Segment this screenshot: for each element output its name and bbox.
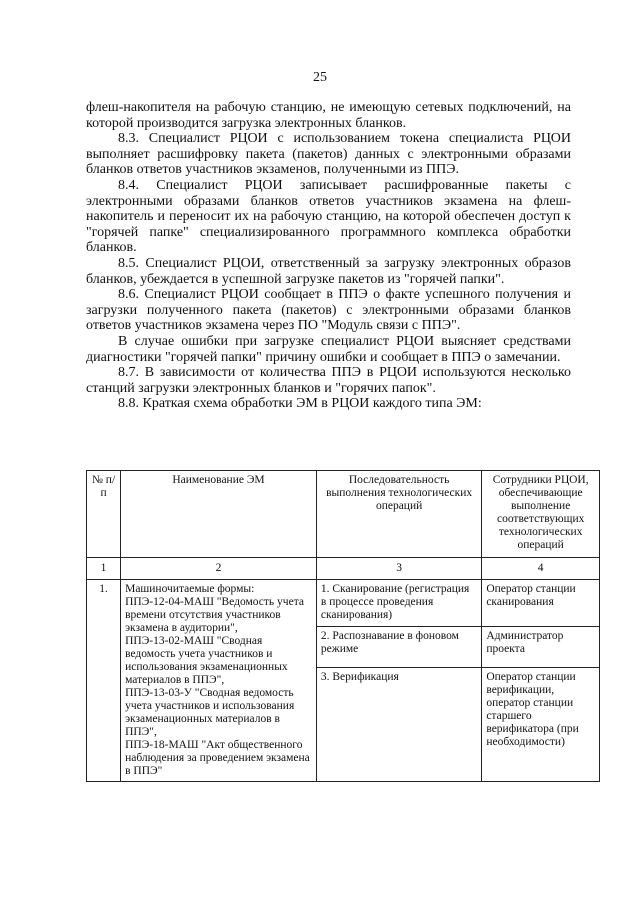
column-number-3: 3 (316, 558, 481, 580)
staff-project-admin: Администратор проекта (482, 627, 599, 668)
paragraph-8-6: 8.6. Специалист РЦОИ сообщает в ППЭ о факте успешного получения и загрузки полученного пакета (пакетов) с электронными образами бланков ответов участников экзамена через ПО "Модуль связи с ППЭ". (86, 287, 571, 334)
staff-cell (482, 580, 600, 782)
staff-verification-operator: Оператор станции верификации, оператор станции старшего верификатора (при необходимости) (486, 671, 579, 748)
paragraph-8-4: 8.4. Специалист РЦОИ записывает расшифрованные пакеты с электронными образами бланков ответов участников экзамена на флеш-накопитель и переносит их на рабочую станцию, на которой обеспечен доступ к "горячей папке" специализированного программного комплекса обработки бланков. (86, 177, 571, 256)
header-staff: Сотрудники РЦОИ, обеспечивающие выполнение соответствующих технологических операций (482, 471, 600, 558)
em-processing-table (86, 470, 600, 782)
header-number: № п/п (87, 471, 121, 558)
header-em-name: Наименование ЭМ (121, 471, 317, 558)
paragraph-8-5: 8.5. Специалист РЦОИ, ответственный за загрузку электронных образов бланков, убеждается в успешной загрузке пакетов из "горячей папки". (86, 255, 571, 287)
paragraph-continuation: флеш-накопителя на рабочую станцию, не имеющую сетевых подключений, на которой производится загрузка электронных бланков. (86, 100, 571, 131)
body-text (86, 100, 571, 412)
row-number: 1. (87, 580, 121, 782)
page-number: 25 (313, 70, 327, 85)
table-column-numbers-row (87, 558, 600, 580)
column-number-4: 4 (482, 558, 600, 580)
operation-recognition: 2. Распознавание в фоновом режиме (317, 627, 481, 668)
table-row (87, 580, 600, 782)
operation-verification: 3. Верификация (320, 671, 399, 683)
column-number-2: 2 (121, 558, 317, 580)
em-name-cell: Машиночитаемые формы: ППЭ-12-04-МАШ "Ведомость учета времени отсутствия участников экзамена в аудитории", ППЭ-13-02-МАШ "Сводная ведомость учета участников и использования экзаменационных материалов в ППЭ", ППЭ-13-03-У "Сводная ведомость учета участников и использования экзаменационных материалов в ППЭ", ППЭ-18-МАШ "Акт общественного наблюдения за проведением экзамена в ППЭ" (121, 580, 317, 782)
paragraph-error-case: В случае ошибки при загрузке специалист РЦОИ выясняет средствами диагностики "горячей папки" причину ошибки и сообщает в ППЭ о замечании. (86, 333, 571, 365)
paragraph-8-3: 8.3. Специалист РЦОИ с использованием токена специалиста РЦОИ выполняет расшифровку пакета (пакетов) данных с электронными образами бланков ответов участников экзаменов, полученными из ППЭ. (86, 131, 571, 178)
column-number-1: 1 (87, 558, 121, 580)
table-header-row (87, 471, 600, 558)
paragraph-8-7: 8.7. В зависимости от количества ППЭ в РЦОИ используются несколько станций загрузки электронных бланков и "горячих папок". (86, 365, 571, 396)
header-operations: Последовательность выполнения технологических операций (316, 471, 481, 558)
paragraph-8-8: 8.8. Краткая схема обработки ЭМ в РЦОИ каждого типа ЭМ: (118, 396, 482, 412)
staff-scanning-operator: Оператор станции сканирования (482, 580, 599, 627)
operation-scanning: 1. Сканирование (регистрация в процессе проведения сканирования) (317, 580, 481, 627)
operations-cell (316, 580, 481, 782)
